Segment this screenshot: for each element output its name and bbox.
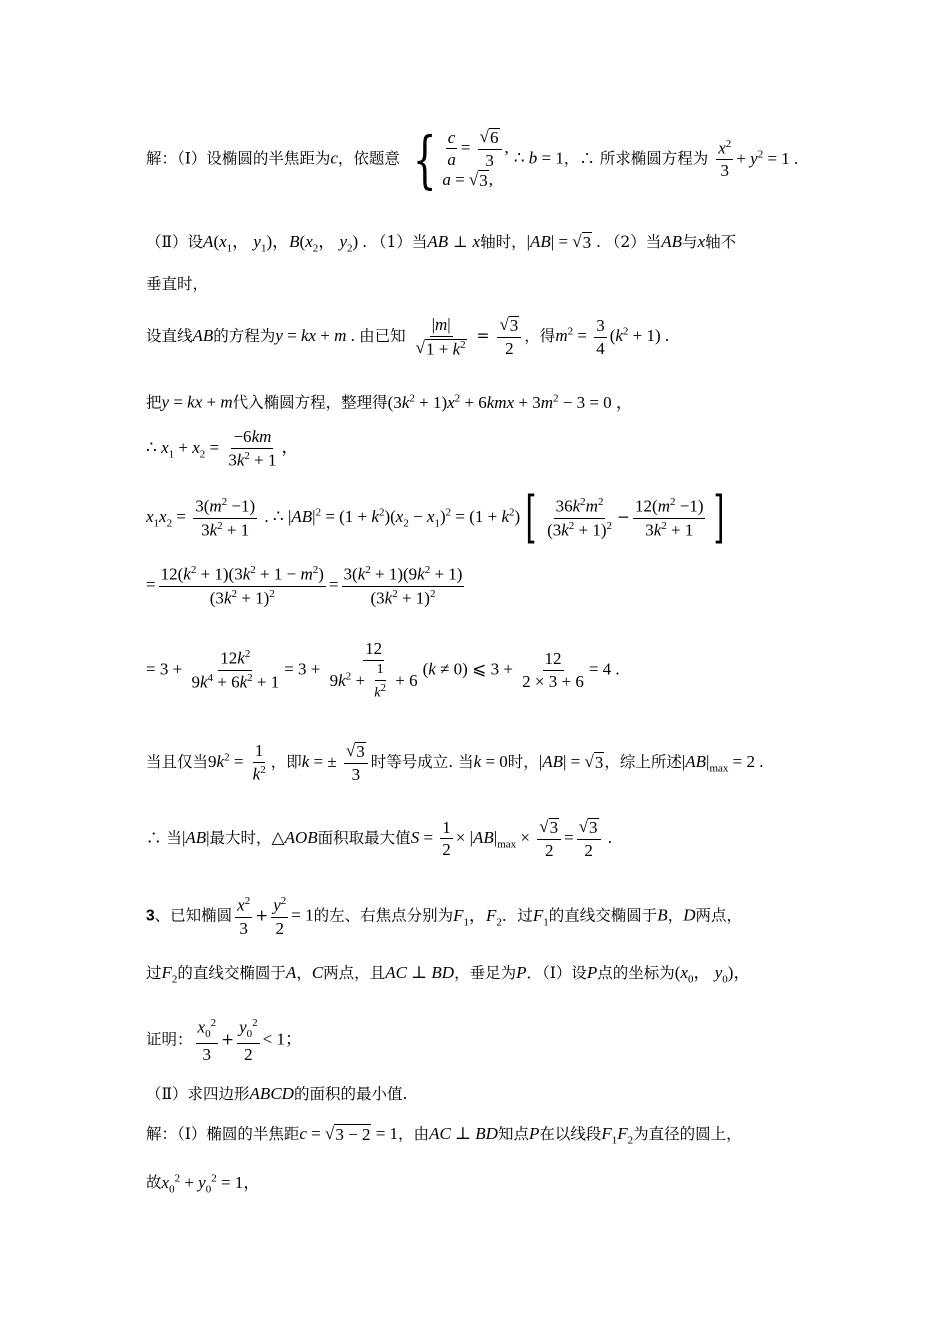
- solution-line-9: = 3 + $\frac{12k^2}{9k^4 + 6k^2 + 1}$ = 3 + 12 $9k^2$ + $\frac{1}{k^2}$ + 6 (k ≠ 0) ⩽ 3 + $\frac{12}{2 \times 3 + 6}$ = 4 .: [146, 639, 620, 701]
- solution-line-1: 解：（Ⅰ）设椭圆的半焦距为c，依题意 { $\frac{c}{a}$ = √ 6 3 , a = √ 3 , ∴ b = 1，∴ 所求椭圆方程为 $\frac{x^2}{3}$ + $y^2 = 1$ .: [146, 122, 799, 196]
- question-3-solution-1: 解：（Ⅰ）椭圆的半焦距c = √ 3 − 2 = 1，由AC ⊥ BD知点P在以线段$F_1F_2$为直径的圆上，: [146, 1124, 742, 1147]
- equation-system: { $\frac{c}{a}$ = √ 6 3 , a = √ 3 ,: [412, 122, 509, 196]
- question-3-line-2: 过$F_2$的直线交椭圆于A，C两点，且AC ⊥ BD，垂足为P．（Ⅰ）设P点的坐标为($x_0$， $y_0$)，: [146, 963, 751, 986]
- solution-line-6: ∴ $x_1 + x_2$ = $\frac{-6km}{3k^2 + 1}$ ，: [146, 427, 299, 470]
- solution-line-4: 设直线AB的方程为y = kx + m . 由已知 |m| √ $1 + k^2$ = √ 3 2 ，得$m^2$ = $\frac{3}{4}$ $(k^2 + 1)$ .: [146, 315, 670, 359]
- question-3-line-3: 证明： $\frac{x_0^2}{3}$ + $\frac{y_0^2}{2}$ < 1；: [146, 1017, 302, 1064]
- question-3-solution-2: 故$x_0^2 + y_0^2 = 1$，: [146, 1172, 261, 1196]
- solution-line-3: 垂直时，: [146, 275, 209, 293]
- question-3-line-1: 3、已知椭圆 $\frac{x^2}{3}$ + $\frac{y^2}{2}$ = 1的左、右焦点分别为$F_1$，$F_2$．过$F_1$的直线交椭圆于B，D两点，: [146, 895, 742, 938]
- solution-line-8: = $\frac{12(k^2 + 1)(3k^2 + 1 - m^2)}{(3k^2 + 1)^2}$ = $\frac{3(k^2 + 1)(9k^2 + 1)}{(3k^2 + 1)^2}$: [146, 564, 463, 608]
- solution-line-11: ∴ 当|AB|最大时，△AOB面积取最大值S = $\frac{1}{2}$ × $|AB|_{max}$ × √ 3 2 = √ 3 2 .: [146, 817, 613, 860]
- solution-line-10: 当且仅当$9k^2$ = $\frac{1}{k^2}$ ，即k = ± √ 3 3 时等号成立. 当k = 0时，|AB| = √ 3 ，综上所述$|AB|_{max} = 2$ .: [146, 741, 764, 784]
- solution-line-2: （Ⅱ）设$A(x_1$， $y_1$)，$B(x_2$， $y_2$) . （1）当AB ⊥ x轴时，|AB| = √ 3 . （2）当AB与x轴不: [146, 232, 737, 255]
- solution-line-7: $x_1x_2$ = $\frac{3(m^2 -1)}{3k^2 + 1}$ . ∴ $|AB|^2 = (1 + k^2)(x_2 - x_1)^2 = (1 + k^2)$[ $\frac{36k^2m^2}{(3k^2 + 1)^2}$ − $\frac{12(m^2 -1)}{3k^2 + 1}$ ]: [146, 485, 725, 550]
- solution-line-5: 把y = kx + m代入椭圆方程，整理得$(3k^2 + 1)x^2 + 6kmx + 3m^2 - 3 = 0$ ，: [146, 392, 633, 412]
- question-3-line-4: （Ⅱ）求四边形ABCD的面积的最小值.: [146, 1084, 408, 1103]
